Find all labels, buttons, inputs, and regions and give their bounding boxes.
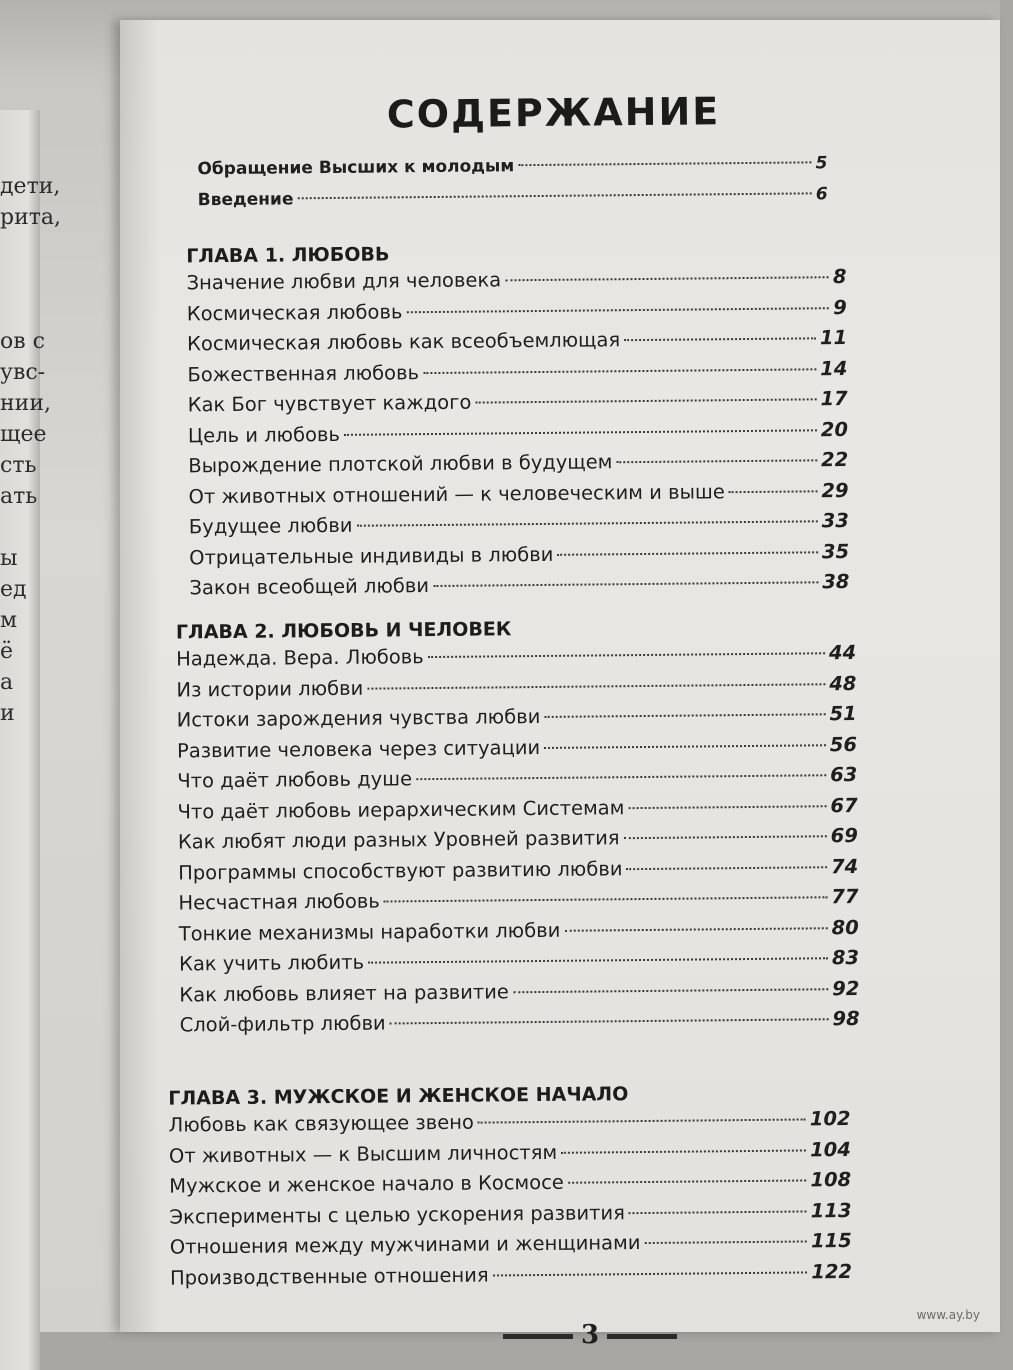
facing-page-fragment: дети,	[0, 174, 61, 199]
toc-entry-title: Мужское и женское начало в Космосе	[169, 1170, 564, 1198]
facing-page-fragment: ов с	[0, 329, 45, 354]
toc-entry	[189, 570, 849, 607]
dot-leader	[416, 774, 826, 780]
ornament-left-dash	[503, 1334, 573, 1339]
toc-entry-title: Космическая любовь как всеобъемлющая	[187, 328, 621, 356]
toc-entry-title: Эксперименты с целью ускорения развития	[169, 1200, 625, 1229]
chapter-entries	[176, 641, 860, 1044]
toc-entry-page: 115	[810, 1229, 852, 1253]
facing-page-fragment: ать	[0, 484, 38, 509]
dot-leader	[624, 337, 816, 341]
toc-entry-title: Несчастная любовь	[178, 889, 380, 915]
dot-leader	[406, 307, 829, 313]
facing-page-fragment	[0, 140, 60, 171]
toc-entry-title: Обращение Высших к молодым	[197, 156, 515, 180]
chapter-entries	[168, 1107, 852, 1297]
toc-entry-title: Любовь как связующее звено	[168, 1110, 475, 1137]
toc-entry-title: Как Бог чувствует каждого	[187, 390, 472, 417]
toc-entry-page: 63	[830, 762, 858, 787]
toc-entry-title: Развитие человека через ситуации	[176, 735, 541, 762]
toc-entry-title: Закон всеобщей любви	[189, 574, 430, 600]
facing-page-fragment: а	[0, 670, 14, 695]
dot-leader	[518, 161, 811, 166]
dot-leader	[478, 1118, 806, 1123]
toc-content	[120, 12, 1013, 1332]
toc-entry-page: 9	[833, 295, 847, 319]
dot-leader	[568, 1179, 807, 1183]
chapter-heading: ГЛАВА 3. МУЖСКОЕ И ЖЕНСКОЕ НАЧАЛО	[168, 1083, 629, 1110]
facing-page-fragment	[0, 233, 60, 264]
toc-entry-title: Тонкие механизмы наработки любви	[178, 918, 561, 945]
toc-entry	[170, 1260, 852, 1297]
toc-entry-title: Что даёт любовь иерархическим Системам	[177, 795, 625, 823]
toc-entry-title: Истоки зарождения чувства любви	[176, 704, 541, 732]
toc-entry-title: Значение любви для человека	[186, 268, 502, 295]
toc-entry-title: От животных отношений — к человеческим и выше	[188, 479, 725, 508]
dot-leader	[628, 805, 826, 809]
toc-entry	[198, 184, 828, 221]
toc-entry-title: Введение	[197, 188, 294, 210]
facing-page-fragment: нии,	[0, 391, 51, 416]
facing-page-fragment	[0, 512, 60, 543]
toc-entry-page: 44	[828, 640, 857, 665]
dot-leader	[629, 1210, 807, 1214]
dot-leader	[624, 835, 827, 839]
dot-leader	[505, 276, 829, 281]
toc-entry-page: 35	[821, 539, 850, 563]
toc-entry-page: 20	[820, 417, 849, 441]
toc-entry-title: Цель и любовь	[187, 422, 341, 447]
facing-page-fragment: и	[0, 701, 15, 726]
toc-entry-title: Из истории любви	[176, 676, 364, 701]
dot-leader	[557, 551, 818, 556]
page-title: СОДЕРЖАНИЕ	[386, 89, 721, 137]
facing-page-fragment: щее	[0, 422, 47, 447]
dot-leader	[390, 1018, 829, 1024]
facing-page-fragment	[0, 295, 60, 326]
facing-page-fragment: увс-	[0, 360, 46, 385]
dot-leader	[644, 1240, 807, 1244]
toc-entry	[180, 1007, 860, 1044]
toc-entry-title: Слой-фильтр любви	[179, 1011, 386, 1037]
toc-entry-page: 17	[820, 387, 848, 411]
toc-entry-page: 33	[821, 509, 849, 533]
chapter-2	[176, 611, 860, 1044]
dot-leader	[729, 490, 818, 493]
dot-leader	[475, 398, 816, 403]
dot-leader	[493, 1271, 808, 1276]
toc-entry-page: 56	[829, 732, 858, 756]
facing-page-fragment	[0, 264, 60, 295]
toc-entry-title: Как любят люди разных Уровней развития	[177, 826, 620, 854]
toc-entry-title: Программы способствуют развитию любви	[178, 856, 623, 884]
chapter-entries	[186, 265, 849, 607]
dot-leader	[356, 520, 817, 526]
dot-leader	[544, 744, 826, 749]
dot-leader	[513, 988, 828, 993]
toc-entry-page: 74	[830, 854, 859, 878]
toc-entry-title: Надежда. Вера. Любовь	[176, 645, 424, 671]
toc-entry-page: 6	[815, 183, 828, 204]
toc-entry-page: 22	[821, 448, 849, 472]
dot-leader	[368, 957, 828, 963]
toc-entry-page: 69	[830, 823, 858, 848]
facing-page-fragment: ы	[0, 546, 18, 571]
toc-entry-title: Как учить любить	[178, 950, 365, 976]
toc-entry-title: Будущее любви	[188, 513, 353, 539]
toc-entry-title: Божественная любовь	[187, 360, 420, 386]
dot-leader	[626, 866, 827, 870]
chapter-1	[186, 235, 849, 607]
dot-leader	[616, 459, 817, 463]
dot-leader	[423, 368, 816, 374]
toc-entry-title: Вырождение плотской любви в будущем	[188, 450, 613, 478]
toc-entry-page: 83	[831, 945, 860, 970]
chapter-heading: ГЛАВА 1. ЛЮБОВЬ	[186, 243, 390, 268]
ornament-right-dash	[607, 1334, 677, 1339]
chapter-heading: ГЛАВА 2. ЛЮБОВЬ И ЧЕЛОВЕК	[175, 618, 512, 644]
page-number: 3	[580, 1320, 600, 1350]
facing-page-fragment: ед	[0, 577, 27, 602]
toc-entry-title: Производственные отношения	[169, 1263, 489, 1290]
toc-entry-page: 48	[829, 671, 857, 695]
dot-leader	[564, 927, 827, 932]
toc-entry-page: 92	[832, 976, 860, 1000]
toc-entry-page: 122	[811, 1259, 853, 1283]
toc-entry-page: 104	[810, 1137, 851, 1161]
toc-entry-title: Что даёт любовь душе	[177, 767, 413, 793]
dot-leader	[561, 1149, 806, 1153]
front-matter-list	[197, 153, 828, 220]
dot-leader	[367, 683, 825, 689]
facing-page-fragment: м	[0, 608, 18, 633]
facing-page-fragment: рита,	[0, 205, 62, 230]
toc-entry-page: 5	[815, 153, 828, 174]
toc-entry-page: 102	[809, 1107, 851, 1131]
toc-entry-page: 51	[829, 701, 857, 726]
toc-entry-title: Как любовь влияет на развитие	[179, 979, 509, 1006]
dot-leader	[344, 429, 817, 436]
toc-entry-page: 11	[819, 326, 848, 350]
dot-leader	[544, 713, 825, 718]
toc-entry-page: 108	[810, 1168, 852, 1192]
toc-entry-title: От животных — к Высшим личностям	[168, 1140, 558, 1168]
toc-entry-title: Отрицательные индивиды в любви	[189, 542, 554, 569]
toc-entry-page: 29	[821, 478, 849, 502]
dot-leader	[297, 192, 811, 199]
toc-entry-page: 113	[810, 1198, 852, 1222]
toc-entry-page: 38	[822, 570, 850, 594]
toc-entry-page: 8	[832, 265, 847, 289]
toc-entry-title: Отношения между мужчинами и женщинами	[169, 1231, 641, 1259]
toc-entry-page: 80	[831, 915, 859, 939]
dot-leader	[433, 581, 818, 587]
toc-entry-page: 14	[820, 356, 848, 380]
chapter-3	[168, 1077, 852, 1297]
facing-page-fragment: ё	[0, 639, 14, 664]
watermark: www.ay.by	[916, 1308, 980, 1322]
book-page	[120, 20, 1000, 1350]
facing-page-fragment: сть	[0, 453, 37, 478]
facing-page-text	[0, 140, 60, 729]
toc-entry-page: 77	[831, 884, 859, 909]
dot-leader	[384, 896, 827, 902]
toc-entry-page: 67	[830, 793, 858, 817]
toc-entry-page: 98	[832, 1006, 860, 1031]
toc-entry-title: Космическая любовь	[186, 299, 403, 325]
page-number-ornament	[480, 1320, 700, 1360]
dot-leader	[428, 652, 825, 658]
